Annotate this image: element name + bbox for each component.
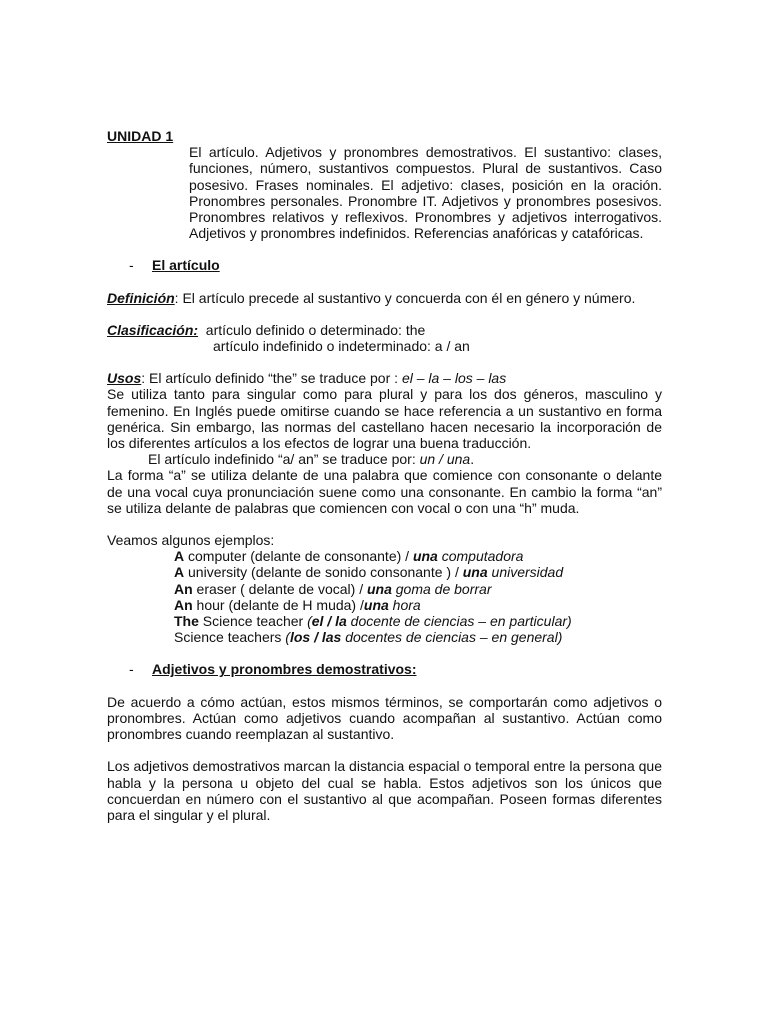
indefinite-lead: El artículo indefinido “a/ an” se traduce por: (148, 451, 420, 468)
unit-intro: El artículo. Adjetivos y pronombres demostrativos. El sustantivo: clases, funciones, número, sustantivos compuestos. Plural de sustantivos. Caso posesivo. Frases nominales. El adjetivo: clases, posición en la oración. Pronombres personales. Pronombre IT. Adjetivos y pronombres posesivos. Pronombres relativos y reflexivos. Pronombres y adjetivos interrogativos. Adjetivos y pronombres indefinidos. Referencias anafóricas y catafóricas. (189, 144, 662, 242)
example-translation: hora (388, 596, 421, 613)
example-line (107, 581, 662, 597)
example-line (107, 613, 662, 629)
example-line (107, 564, 662, 580)
indefinite-translation: un / una (419, 451, 471, 468)
heading-text: El artículo (152, 257, 220, 274)
example-article: An (174, 596, 193, 613)
example-article-translation: una (412, 548, 438, 565)
example-article-translation: una (363, 596, 389, 613)
example-translation: computadora (437, 548, 524, 565)
example-article: The (174, 613, 199, 630)
example-translation: docente de ciencias – en particular) (346, 613, 572, 630)
definition-paragraph (107, 290, 662, 306)
classification-indefinite: artículo indefinido o indeterminado: a / an (213, 338, 470, 355)
example-line (107, 629, 662, 645)
definition-label: Definición (107, 289, 175, 306)
example-article-translation: el / la (311, 613, 347, 630)
usos-label: Usos (107, 370, 142, 387)
example-text: Science teachers (174, 629, 286, 646)
definition-text: : El artículo precede al sustantivo y concuerda con él en género y número. (174, 289, 636, 306)
example-text: eraser ( delante de vocal) / (192, 580, 367, 597)
usos-translation: el – la – los – las (401, 370, 507, 387)
example-text: university (delante de sonido consonante ) / (184, 564, 463, 581)
example-translation: universidad (487, 564, 564, 581)
example-text: Science teacher (198, 613, 308, 630)
usos-line (107, 370, 662, 386)
heading-text: Adjetivos y pronombres demostrativos: (152, 661, 417, 678)
usos-lead: : El artículo definido “the” se traduce por : (141, 370, 402, 387)
example-article: A (174, 564, 185, 581)
demonstratives-paragraph-2: Los adjetivos demostrativos marcan la distancia espacial o temporal entre la persona que habla y la persona u objeto del cual se habla. Estos adjetivos son los únicos que concuerdan en número con el sustantivo al que acompañan. Poseen formas diferentes para el singular y el plural. (107, 758, 662, 823)
section-heading-demostrativos (107, 661, 662, 677)
example-text: hour (delante de H muda) / (192, 596, 364, 613)
indefinite-end: . (470, 451, 475, 468)
example-article-translation: una (462, 564, 488, 581)
classification-definite: artículo definido o determinado: the (198, 321, 426, 338)
demonstratives-paragraph-1: De acuerdo a cómo actúan, estos mismos términos, se comportarán como adjetivos o pronombres. Actúan como adjetivos cuando acompañan al sustantivo. Actúan como pronombres cuando reemplazan al sustantivo. (107, 693, 662, 743)
classification-label: Clasificación: (107, 321, 199, 338)
indefinite-line (107, 451, 662, 467)
usos-paragraph-1: Se utiliza tanto para singular como para plural y para los dos géneros, masculino y femenino. En Inglés puede omitirse cuando se hace referencia a un sustantivo en forma genérica. Sin embargo, las normas del castellano hacen necesario la incorporación de los diferentes artículos a los efectos de lograr una buena traducción. (107, 386, 662, 452)
usos-paragraph-2: La forma “a” se utiliza delante de una palabra que comience con consonante o delante de una vocal cuya pronunciación suene como una consonante. En cambio la forma “an” se utiliza delante de palabras que comiencen con vocal o con una “h” muda. (107, 467, 662, 516)
unit-title: UNIDAD 1 (107, 128, 174, 144)
example-line (107, 597, 662, 613)
example-translation: goma de borrar (391, 580, 492, 597)
example-text: computer (delante de consonante) / (184, 548, 413, 565)
example-translation: docentes de ciencias – en general) (341, 629, 563, 646)
example-paren: ( (285, 629, 290, 646)
example-article: A (174, 548, 185, 565)
bullet-dash: - (129, 661, 134, 678)
example-paren: ( (307, 613, 312, 630)
section-heading-articulo (107, 257, 662, 273)
example-article-translation: una (366, 580, 392, 597)
bullet-dash: - (129, 257, 134, 274)
examples-intro: Veamos algunos ejemplos: (107, 532, 275, 549)
classification-line-1 (107, 322, 662, 338)
document-body (107, 128, 662, 823)
example-line (107, 548, 662, 564)
example-article-translation: los / las (289, 629, 342, 646)
example-article: An (174, 580, 193, 597)
